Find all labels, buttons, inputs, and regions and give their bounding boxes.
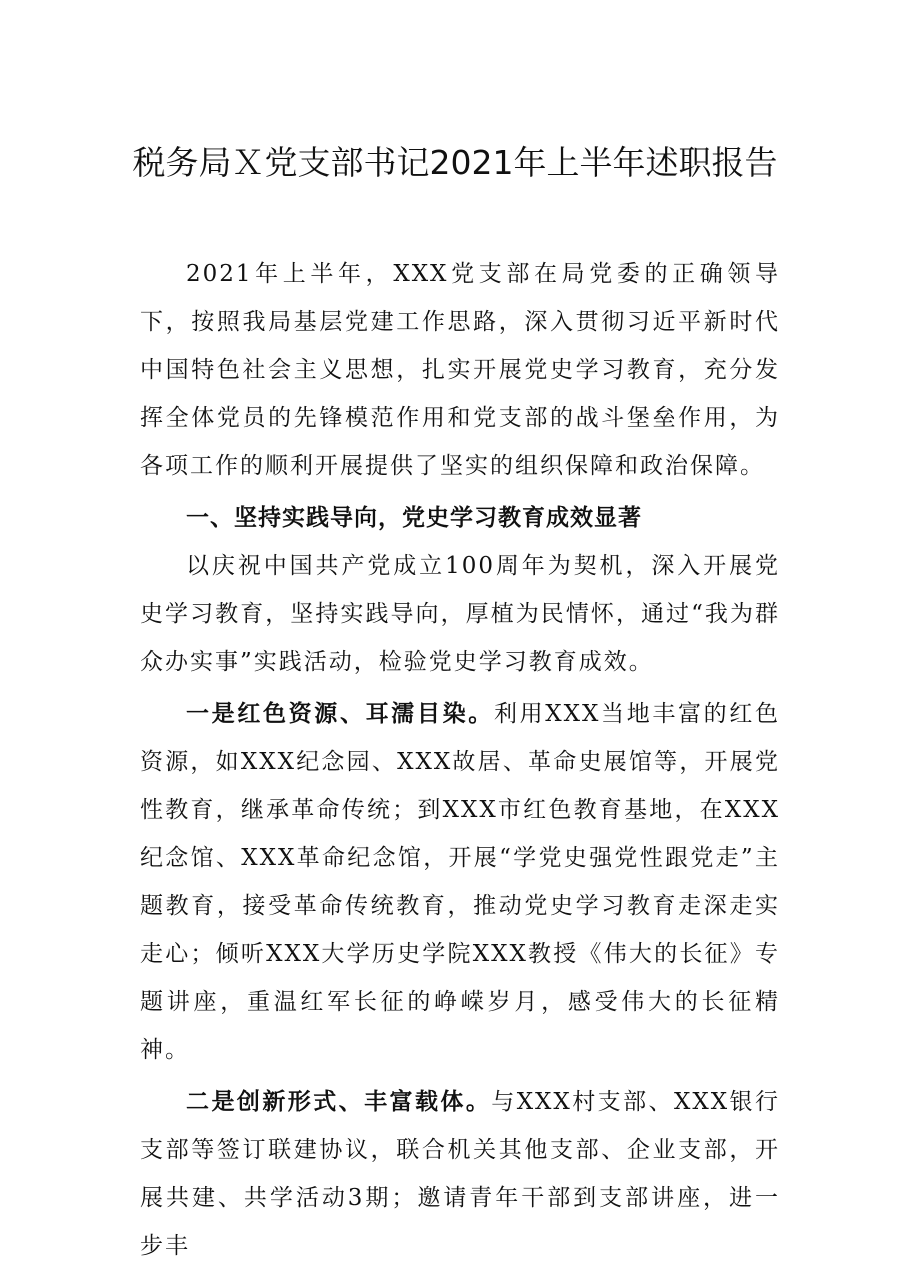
item2-text: 与XXX村支部、XXX银行支部等签订联建协议，联合机关其他支部、企业支部，开展共建、共学活动3期；邀请青年干部到支部讲座，进一步丰 [140,1089,780,1259]
intro-paragraph: 2021年上半年，XXX党支部在局党委的正确领导下，按照我局基层党建工作思路，深入贯彻习近平新时代中国特色社会主义思想，扎实开展党史学习教育，充分发挥全体党员的先锋模范作用和党支部的战斗堡垒作用，为各项工作的顺利开展提供了坚实的组织保障和政治保障。 [140,261,780,479]
document-body [140,250,780,1270]
item2-paragraph [140,1078,780,1270]
item1-text: 利用XXX当地丰富的红色资源，如XXX纪念园、XXX故居、革命史展馆等，开展党性教育，继承革命传统；到XXX市红色教育基地，在XXX纪念馆、XXX革命纪念馆，开展“学党史强党性跟党走”主题教育，接受革命传统教育，推动党史学习教育走深走实走心；倾听XXX大学历史学院XXX教授《伟大的长征》专题讲座，重温红军长征的峥嵘岁月，感受伟大的长征精神。 [140,701,781,1063]
item1-paragraph [140,690,780,1074]
section1-intro-paragraph: 以庆祝中国共产党成立100周年为契机，深入开展党史学习教育，坚持实践导向，厚植为民情怀，通过“我为群众办实事”实践活动，检验党史学习教育成效。 [140,553,780,675]
item1-lead: 一是红色资源、耳濡目染。 [186,700,494,727]
document-title: 税务局Ｘ党支部书记2021年上半年述职报告 [132,143,778,182]
item2-lead: 二是创新形式、丰富载体。 [186,1088,492,1115]
section-heading-1: 一、坚持实践导向，党史学习教育成效显著 [186,504,642,531]
